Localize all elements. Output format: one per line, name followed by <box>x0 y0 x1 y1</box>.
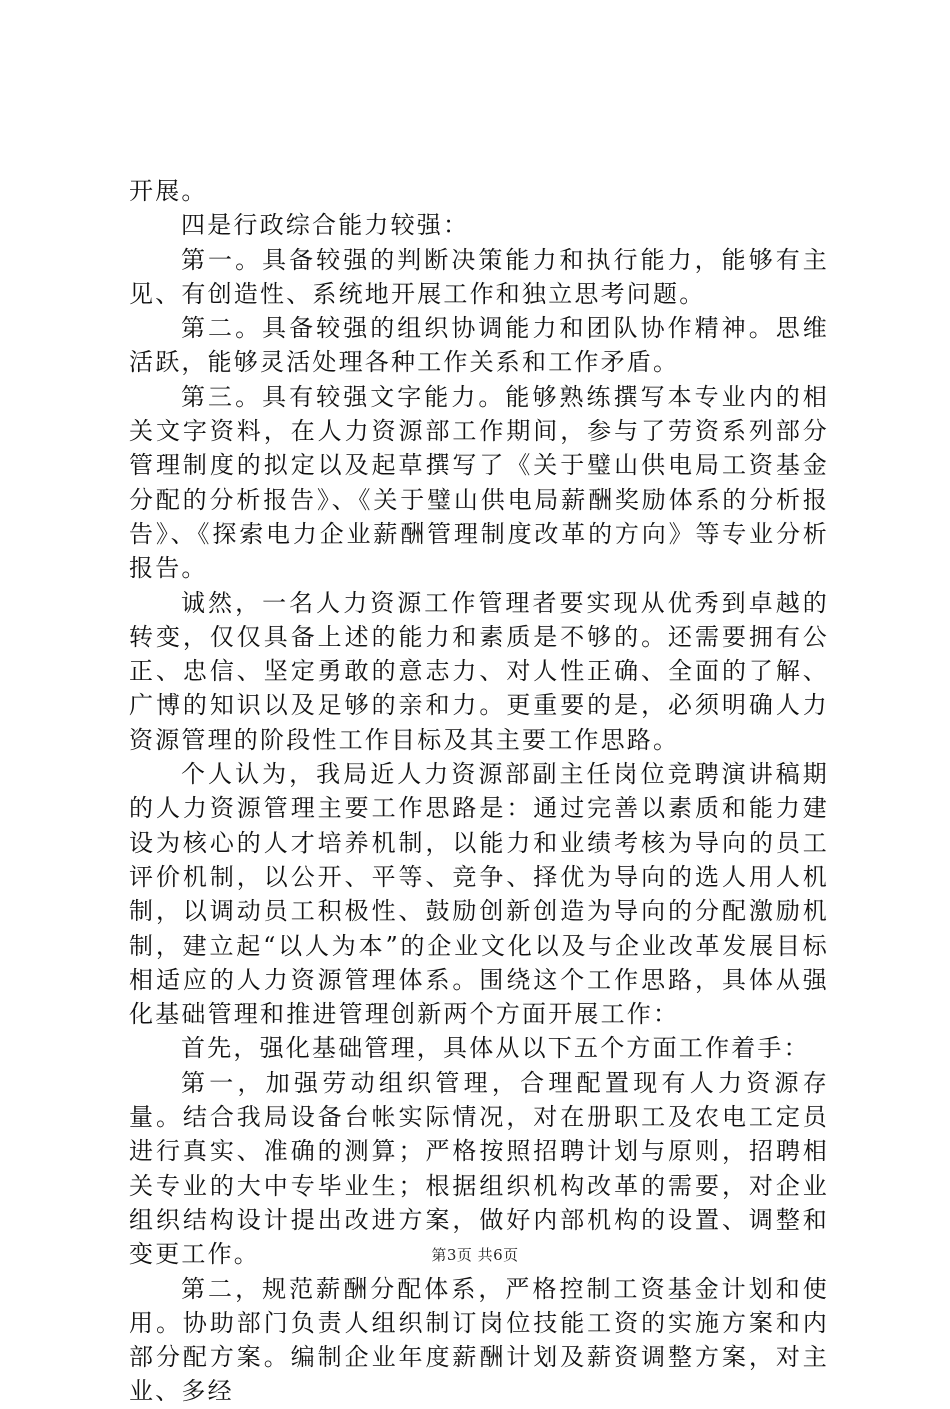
paragraph: 第三。具有较强文字能力。能够熟练撰写本专业内的相关文字资料，在人力资源部工作期间，参与了劳资系列部分管理制度的拟定以及起草撰写了《关于璧山供电局工资基金分配的分析报告》、《关于璧山供电局薪酬奖励体系的分析报告》、《探索电力企业薪酬管理制度改革的方向》等专业分析报告。 <box>129 382 829 583</box>
paragraph: 开展。 <box>129 177 208 205</box>
paragraph: 诚然，一名人力资源工作管理者要实现从优秀到卓越的转变，仅仅具备上述的能力和素质是不够的。还需要拥有公正、忠信、坚定勇敢的意志力、对人性正确、全面的了解、广博的知识以及足够的亲和力。更重要的是，必须明确人力资源管理的阶段性工作目标及其主要工作思路。 <box>129 588 829 754</box>
paragraph: 四是行政综合能力较强： <box>181 211 470 240</box>
paragraph: 第一，加强劳动组织管理，合理配置现有人力资源存量。结合我局设备台帐实际情况，对在册职工及农电工定员进行真实、准确的测算；严格按照招聘计划与原则，招聘相关专业的大中专毕业生；根据组织机构改革的需要，对企业组织结构设计提出改进方案，做好内部机构的设置、调整和变更工作。 <box>129 1068 829 1269</box>
paragraph: 第二。具备较强的组织协调能力和团队协作精神。思维活跃，能够灵活处理各种工作关系和工作矛盾。 <box>129 314 829 377</box>
paragraph: 首先，强化基础管理，具体从以下五个方面工作着手： <box>181 1034 810 1063</box>
document-body <box>129 174 829 1409</box>
paragraph: 个人认为，我局近人力资源部副主任岗位竞聘演讲稿期的人力资源管理主要工作思路是：通过完善以素质和能力建设为核心的人才培养机制，以能力和业绩考核为导向的员工评价机制，以公开、平等、竞争、择优为导向的选人用人机制，以调动员工积极性、鼓励创新创造为导向的分配激励机制，建立起“以人为本”的企业文化以及与企业改革发展目标相适应的人力资源管理体系。围绕这个工作思路，具体从强化基础管理和推进管理创新两个方面开展工作： <box>129 760 829 1029</box>
paragraph: 第一。具备较强的判断决策能力和执行能力，能够有主见、有创造性、系统地开展工作和独立思考问题。 <box>129 245 829 308</box>
page-number-footer: 第3页 共6页 <box>431 1246 519 1264</box>
paragraph: 第二，规范薪酬分配体系，严格控制工资基金计划和使用。协助部门负责人组织制订岗位技能工资的实施方案和内部分配方案。编制企业年度薪酬计划及薪资调整方案，对主业、多经 <box>129 1274 829 1406</box>
